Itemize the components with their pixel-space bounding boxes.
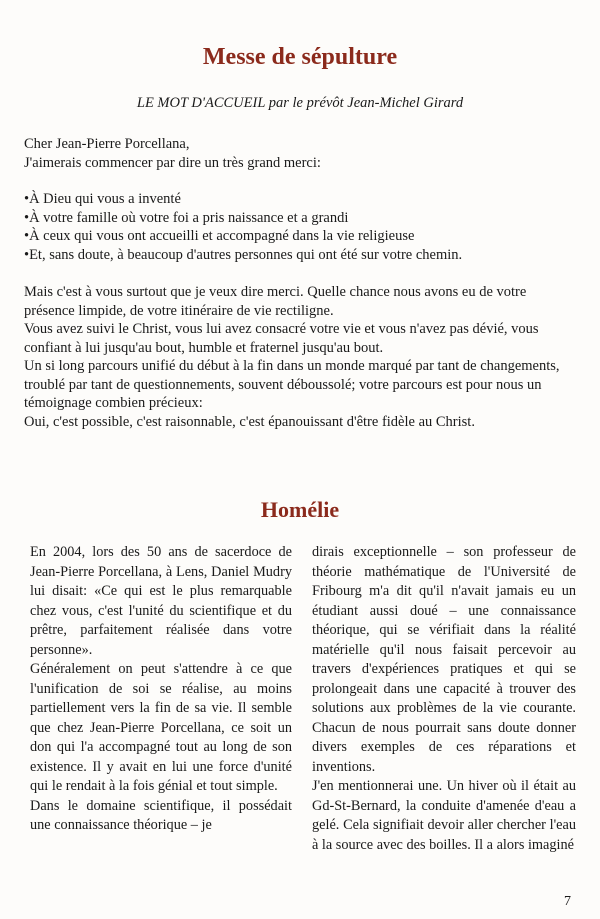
list-item: • Et, sans doute, à beaucoup d'autres personnes qui ont été sur votre chemin. bbox=[24, 246, 584, 265]
greeting bbox=[24, 135, 584, 173]
paragraph: Mais c'est à vous surtout que je veux dire merci. Quelle chance nous avons eu de votre présence limpide, de votre itinéraire de vie rectiligne. bbox=[24, 284, 527, 319]
homily-column-right bbox=[312, 543, 576, 855]
paragraph: Oui, c'est possible, c'est raisonnable, c'est épanouissant d'être fidèle au Christ. bbox=[24, 413, 475, 430]
paragraph: dirais exceptionnelle – son professeur de théorie mathématique de l'Université de Fribourg m'a dit qu'il n'avait jamais eu un étudiant aussi doué – une connaissance théorique, qui se vérifiait dans la réalité matérielle qu'il nous faisait percevoir au travers d'expériences pratiques et qui se prolongeait dans une capacité à trouver des solutions aux problèmes de la vie courante. Chacun de nous pourrait sans doute donner divers exemples de ces réparations et inventions. bbox=[312, 544, 576, 775]
list-item: • À ceux qui vous ont accueilli et accompagné dans la vie religieuse bbox=[24, 227, 584, 246]
paragraph: J'en mentionnerai une. Un hiver où il était au Gd-St-Bernard, la conduite d'amenée d'eau a gelé. Cela signifiait devoir aller chercher l'eau à la source avec des boilles. Il a alors imaginé bbox=[312, 778, 576, 853]
page-number: 7 bbox=[564, 894, 571, 909]
paragraph: En 2004, lors des 50 ans de sacerdoce de Jean-Pierre Porcellana, à Lens, Daniel Mudry lui disait: «Ce qui est le plus remarquable chez vous, c'est l'unité du scientifique et du prêtre, parfaitement réalisée dans votre personne». bbox=[30, 544, 292, 658]
greeting-line: J'aimerais commencer par dire un très grand merci: bbox=[24, 155, 321, 171]
thanks-list bbox=[24, 190, 584, 264]
subtitle: LE MOT D'ACCUEIL par le prévôt Jean-Michel Girard bbox=[136, 95, 464, 111]
page-title: Messe de sépulture bbox=[202, 44, 398, 70]
paragraph: Vous avez suivi le Christ, vous lui avez consacré votre vie et vous n'avez pas dévié, vous confiant à lui jusqu'au bout, humble et fraternel jusqu'au bout. bbox=[24, 321, 539, 356]
greeting-line: Cher Jean-Pierre Porcellana, bbox=[24, 136, 190, 152]
paragraph: Dans le domaine scientifique, il possédait une connaissance théorique – je bbox=[30, 797, 292, 833]
welcome-text bbox=[24, 283, 576, 431]
paragraph: Un si long parcours unifié du début à la fin dans un monde marqué par tant de changements, troublé par tant de questionnements, souvent déboussolé; votre parcours est pour nous un témoignage combien précieux: bbox=[24, 358, 560, 411]
list-item: • À Dieu qui vous a inventé bbox=[24, 190, 584, 209]
section-title: Homélie bbox=[260, 497, 340, 522]
list-item: • À votre famille où votre foi a pris naissance et a grandi bbox=[24, 209, 584, 228]
paragraph: Généralement on peut s'attendre à ce que l'unification de soi se réalise, au moins partiellement vers la fin de sa vie. Il semble que chez Jean-Pierre Porcellana, ce soit un don qui l'a accompagné tout au long de son existence. Il y avait en lui une force d'unité qui le rendait à la fois génial et tout simple. bbox=[30, 661, 292, 794]
homily-column-left bbox=[30, 543, 292, 836]
